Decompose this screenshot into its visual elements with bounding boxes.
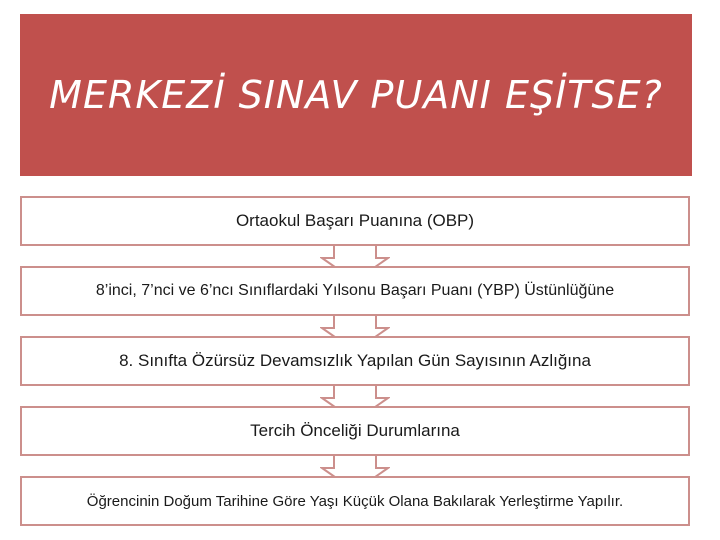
step-label: Ortaokul Başarı Puanına (OBP) <box>235 211 475 230</box>
step-label: 8’inci, 7’nci ve 6’ncı Sınıflardaki Yılsonu Başarı Puanı (YBP) Üstünlüğüne <box>95 282 615 299</box>
step-box-3 <box>20 336 690 386</box>
step-label: Tercih Önceliği Durumlarına <box>250 421 460 440</box>
step-box-5 <box>20 476 690 526</box>
step-label: 8. Sınıfta Özürsüz Devamsızlık Yapılan Gün Sayısının Azlığına <box>119 351 591 370</box>
step-box-4 <box>20 406 690 456</box>
title-banner <box>20 14 692 176</box>
step-box-2 <box>20 266 690 316</box>
step-box-1 <box>20 196 690 246</box>
step-label: Öğrencinin Doğum Tarihine Göre Yaşı Küçük Olana Bakılarak Yerleştirme Yapılır. <box>86 492 624 510</box>
page-title: MERKEZİ SINAV PUANI EŞİTSE? <box>49 73 663 117</box>
